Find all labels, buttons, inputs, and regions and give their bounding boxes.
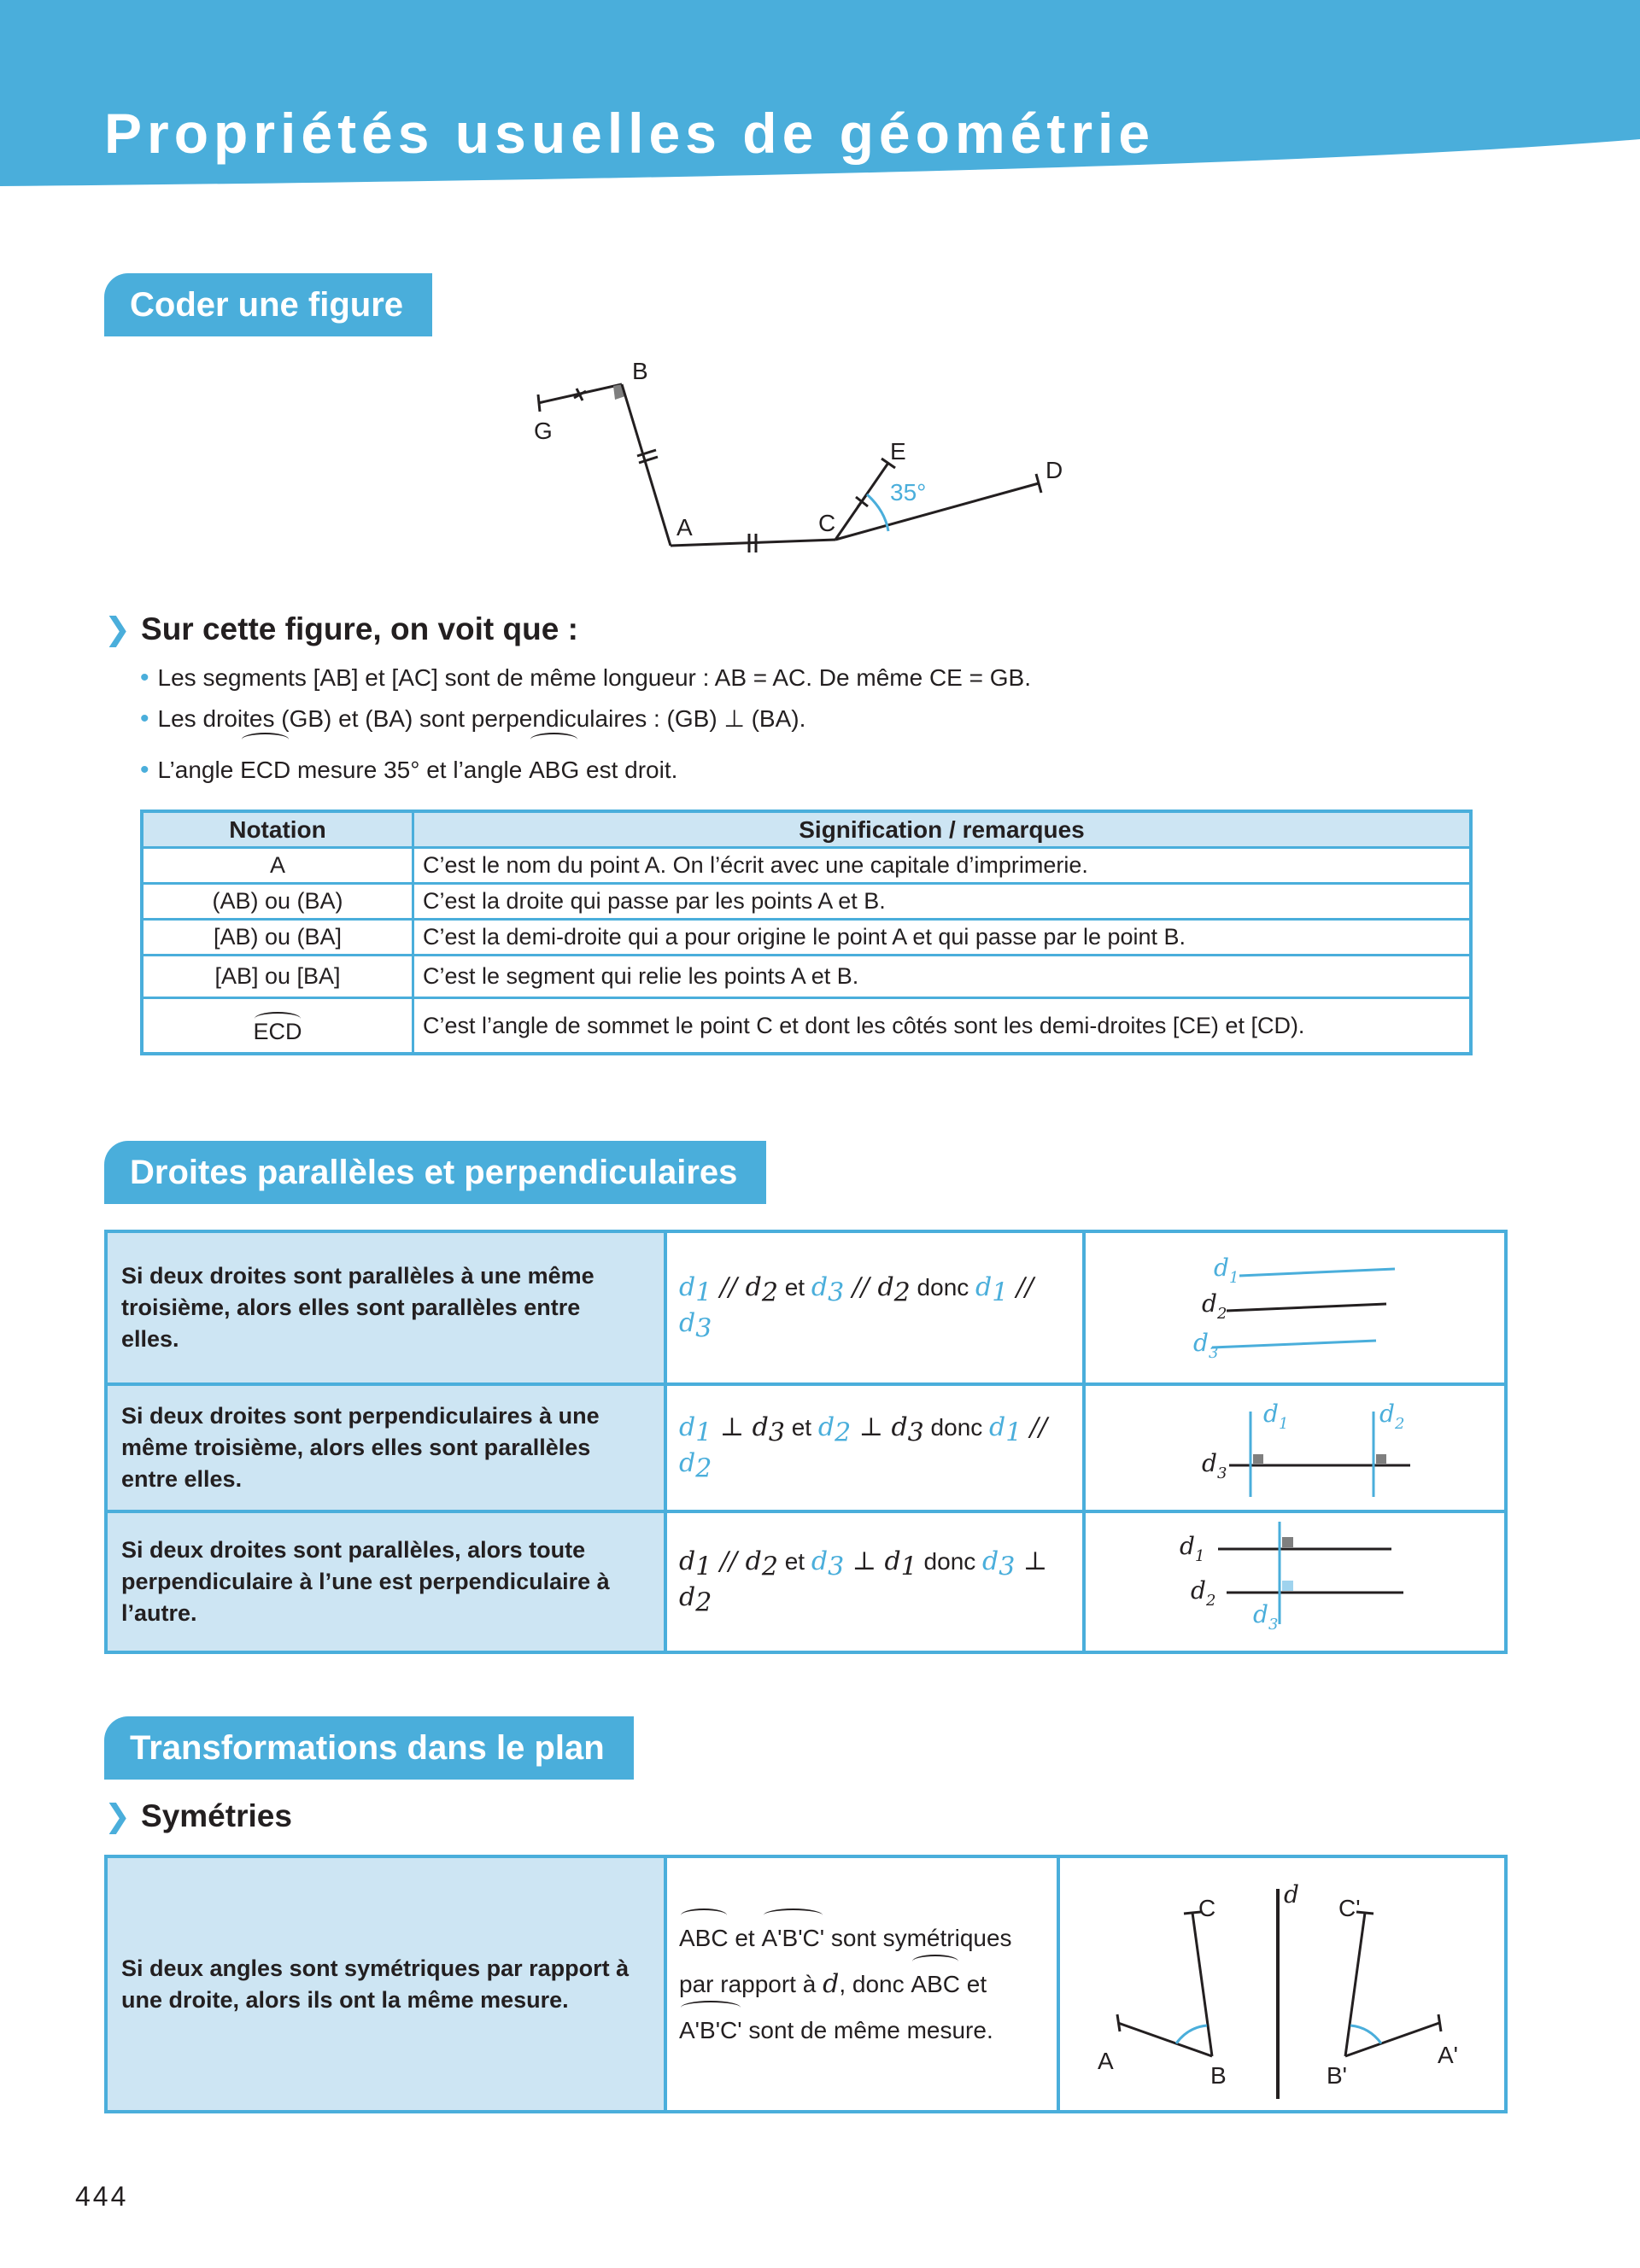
formula-op: ⊥ bbox=[1015, 1546, 1048, 1576]
formula-sub: 3 bbox=[828, 1277, 845, 1308]
formula-sub: 2 bbox=[893, 1277, 911, 1308]
parallel-perpendicular-table bbox=[104, 1230, 1508, 1654]
angle-notation: A'B'C' bbox=[762, 1915, 825, 1961]
formula-term: d bbox=[679, 1546, 696, 1576]
point-label-c-prime: C' bbox=[1338, 1895, 1361, 1921]
symmetry-table bbox=[104, 1855, 1508, 2113]
formula-op: // bbox=[1008, 1271, 1034, 1302]
formula-cell bbox=[665, 1231, 1084, 1384]
notation-cell: A bbox=[142, 848, 413, 884]
point-label-d: D bbox=[1046, 457, 1063, 483]
statement-line bbox=[679, 1915, 1045, 1961]
meaning-cell: C’est la droite qui passe par les points A et B. bbox=[413, 884, 1472, 920]
formula-sub: 1 bbox=[992, 1277, 1009, 1308]
formula-term: d bbox=[811, 1271, 829, 1302]
figure-cell bbox=[1084, 1511, 1506, 1652]
section-tab-droites: Droites parallèles et perpendiculaires bbox=[104, 1141, 766, 1204]
formula-term: d bbox=[975, 1271, 993, 1302]
section-tab-transformations: Transformations dans le plan bbox=[104, 1716, 634, 1780]
line-label-d1: $d_1$ bbox=[1180, 1532, 1205, 1565]
formula-word: et bbox=[777, 1547, 811, 1575]
table-row bbox=[142, 848, 1471, 884]
line-label-d3: $d_3$ bbox=[1193, 1329, 1219, 1362]
formula-sub: 1 bbox=[695, 1552, 712, 1582]
observations-list bbox=[140, 658, 1031, 794]
page-title: Propriétés usuelles de géométrie bbox=[104, 102, 1156, 165]
axis-name: d bbox=[823, 1968, 840, 1999]
meaning-cell: C’est le nom du point A. On l’écrit avec une capitale d’imprimerie. bbox=[413, 848, 1472, 884]
formula-term: d bbox=[679, 1581, 696, 1612]
notation-cell: [AB) ou (BA] bbox=[142, 920, 413, 956]
formula-sub: 2 bbox=[835, 1418, 852, 1448]
figure-cell bbox=[1084, 1384, 1506, 1511]
formula-word: donc bbox=[923, 1413, 990, 1441]
list-item bbox=[140, 658, 1031, 699]
perpendicular-lines-figure bbox=[1086, 1386, 1504, 1505]
line-label-d2: $d_2$ bbox=[1191, 1576, 1216, 1610]
angle-notation: ABG bbox=[529, 739, 579, 801]
line-label-d3: $d_3$ bbox=[1202, 1449, 1227, 1482]
statement-line bbox=[679, 1961, 1045, 2008]
header-banner bbox=[0, 0, 1640, 196]
formula-word: et bbox=[777, 1273, 811, 1301]
formula-term: d bbox=[817, 1412, 835, 1442]
table-row bbox=[142, 998, 1471, 1055]
formula-sub: 3 bbox=[768, 1418, 785, 1448]
formula-term: d bbox=[679, 1271, 696, 1302]
formula-cell bbox=[665, 1384, 1084, 1511]
formula-term: d bbox=[877, 1271, 894, 1302]
formula-sub: 1 bbox=[695, 1277, 712, 1308]
formula-sub: 2 bbox=[695, 1587, 712, 1618]
line-label-d1: $d_1$ bbox=[1214, 1254, 1239, 1287]
rule-cell: Si deux droites sont perpendiculaires à une même troisième, alors elles sont parallèles entre elles. bbox=[106, 1384, 665, 1511]
statement-line bbox=[679, 2008, 1045, 2054]
statement-text: et bbox=[959, 1970, 987, 1997]
point-label-a-prime: A' bbox=[1438, 2042, 1459, 2068]
subheading-sur-cette-figure bbox=[104, 611, 578, 647]
figure-cell bbox=[1058, 1856, 1506, 2112]
statement-text: par rapport à bbox=[679, 1970, 823, 1997]
table-row bbox=[106, 1384, 1506, 1511]
line-label-d1: $d_1$ bbox=[1263, 1400, 1289, 1433]
point-label-a: A bbox=[1098, 2048, 1114, 2074]
point-label-b: B bbox=[1210, 2062, 1227, 2089]
rule-cell: Si deux angles sont symétriques par rapport à une droite, alors ils ont la même mesure. bbox=[106, 1856, 665, 2112]
notation-table bbox=[140, 810, 1473, 1055]
formula-op: ⊥ bbox=[851, 1412, 892, 1442]
chevron-right-icon: ❯ bbox=[104, 1798, 132, 1833]
formula-sub: 3 bbox=[999, 1552, 1016, 1582]
notation-cell: [AB] ou [BA] bbox=[142, 956, 413, 998]
formula-sub: 1 bbox=[695, 1418, 712, 1448]
header-banner-shape bbox=[0, 0, 1640, 196]
formula-op: // bbox=[712, 1271, 746, 1302]
bullet-icon: • bbox=[140, 663, 149, 692]
formula-word: donc bbox=[910, 1273, 976, 1301]
formula-sub: 3 bbox=[695, 1313, 712, 1344]
formula-op: // bbox=[712, 1546, 746, 1576]
formula-term: d bbox=[679, 1412, 696, 1442]
statement-text: et bbox=[728, 1924, 762, 1951]
subheading-text: Symétries bbox=[141, 1798, 292, 1833]
angle-notation: ECD bbox=[253, 1018, 302, 1044]
point-label-b: B bbox=[632, 359, 648, 384]
formula-cell bbox=[665, 1511, 1084, 1652]
formula-term: d bbox=[745, 1271, 762, 1302]
bullet-text: Les segments [AB] et [AC] sont de même longueur : AB = AC. De même CE = GB. bbox=[157, 664, 1031, 691]
formula-term: d bbox=[745, 1546, 762, 1576]
angle-notation: ABC bbox=[911, 1961, 960, 2008]
formula-sub: 2 bbox=[761, 1277, 778, 1308]
table-row bbox=[142, 920, 1471, 956]
rule-cell: Si deux droites sont parallèles à une même troisième, alors elles sont parallèles entre elles. bbox=[106, 1231, 665, 1384]
point-label-c: C bbox=[1198, 1895, 1216, 1921]
bullet-text: est droit. bbox=[579, 757, 678, 783]
formula-sub: 2 bbox=[761, 1552, 778, 1582]
parallel-perpendicular-figure bbox=[1086, 1513, 1504, 1646]
figure-cell bbox=[1084, 1231, 1506, 1384]
table-row bbox=[106, 1511, 1506, 1652]
statement-text: sont de même mesure. bbox=[741, 2016, 993, 2043]
formula-term: d bbox=[752, 1412, 769, 1442]
line-label-d3: $d_3$ bbox=[1253, 1600, 1279, 1634]
line-label-d2: $d_2$ bbox=[1379, 1400, 1405, 1433]
formula-op: ⊥ bbox=[844, 1546, 885, 1576]
list-item bbox=[140, 739, 1031, 794]
formula-term: d bbox=[982, 1546, 999, 1576]
chevron-right-icon: ❯ bbox=[104, 611, 132, 646]
statement-text: sont symétriques bbox=[824, 1924, 1012, 1951]
angle-label: 35° bbox=[890, 479, 927, 506]
bullet-icon: • bbox=[140, 756, 149, 784]
bullet-icon: • bbox=[140, 704, 149, 733]
bullet-text: Les droites (GB) et (BA) sont perpendiculaires : (GB) ⊥ (BA). bbox=[157, 705, 806, 732]
angle-notation: ABC bbox=[679, 1915, 729, 1961]
page-number: 444 bbox=[75, 2181, 129, 2212]
table-row bbox=[142, 884, 1471, 920]
formula-term: d bbox=[679, 1307, 696, 1338]
formula-op: ⊥ bbox=[712, 1412, 753, 1442]
column-header-meaning: Signification / remarques bbox=[413, 811, 1472, 848]
formula-sub: 3 bbox=[907, 1418, 924, 1448]
parallel-lines-figure bbox=[1086, 1233, 1504, 1378]
formula-sub: 1 bbox=[1005, 1418, 1022, 1448]
notation-cell bbox=[142, 998, 413, 1055]
meaning-cell: C’est la demi-droite qui a pour origine le point A et qui passe par le point B. bbox=[413, 920, 1472, 956]
notation-cell: (AB) ou (BA) bbox=[142, 884, 413, 920]
formula-sub: 2 bbox=[695, 1453, 712, 1484]
statement-cell bbox=[665, 1856, 1058, 2112]
formula-sub: 1 bbox=[900, 1552, 917, 1582]
meaning-cell: C’est le segment qui relie les points A et B. bbox=[413, 956, 1472, 998]
point-label-b-prime: B' bbox=[1327, 2062, 1348, 2089]
point-label-g: G bbox=[534, 418, 553, 444]
point-label-e: E bbox=[890, 438, 906, 465]
angle-notation: ECD bbox=[240, 739, 290, 801]
point-label-c: C bbox=[818, 510, 836, 536]
formula-term: d bbox=[811, 1546, 829, 1576]
formula-term: d bbox=[884, 1546, 901, 1576]
meaning-cell: C’est l’angle de sommet le point C et dont les côtés sont les demi-droites [CE) et [CD). bbox=[413, 998, 1472, 1055]
subheading-symetries bbox=[104, 1797, 292, 1834]
column-header-notation: Notation bbox=[142, 811, 413, 848]
section-tab-coder-figure: Coder une figure bbox=[104, 273, 432, 336]
formula-sub: 3 bbox=[828, 1552, 845, 1582]
table-header-row bbox=[142, 811, 1471, 848]
rule-cell: Si deux droites sont parallèles, alors toute perpendiculaire à l’une est perpendiculaire à l’autre. bbox=[106, 1511, 665, 1652]
subheading-text: Sur cette figure, on voit que : bbox=[141, 611, 578, 646]
axis-label: d bbox=[1284, 1880, 1299, 1909]
angle-notation: A'B'C' bbox=[679, 2008, 742, 2054]
formula-term: d bbox=[679, 1447, 696, 1478]
formula-term: d bbox=[989, 1412, 1006, 1442]
formula-word: et bbox=[784, 1413, 818, 1441]
bullet-text: L’angle bbox=[157, 757, 241, 783]
coded-figure bbox=[512, 359, 1110, 564]
symmetric-angles-figure bbox=[1060, 1858, 1504, 2106]
table-row bbox=[106, 1231, 1506, 1384]
table-row bbox=[142, 956, 1471, 998]
line-label-d2: $d_2$ bbox=[1202, 1289, 1227, 1323]
statement-text: , donc bbox=[839, 1970, 911, 1997]
formula-term: d bbox=[891, 1412, 908, 1442]
bullet-text: mesure 35° et l’angle bbox=[290, 757, 530, 783]
table-row bbox=[106, 1856, 1506, 2112]
formula-word: donc bbox=[917, 1547, 983, 1575]
point-label-a: A bbox=[676, 514, 693, 541]
formula-op: // bbox=[1022, 1412, 1048, 1442]
formula-op: // bbox=[844, 1271, 878, 1302]
